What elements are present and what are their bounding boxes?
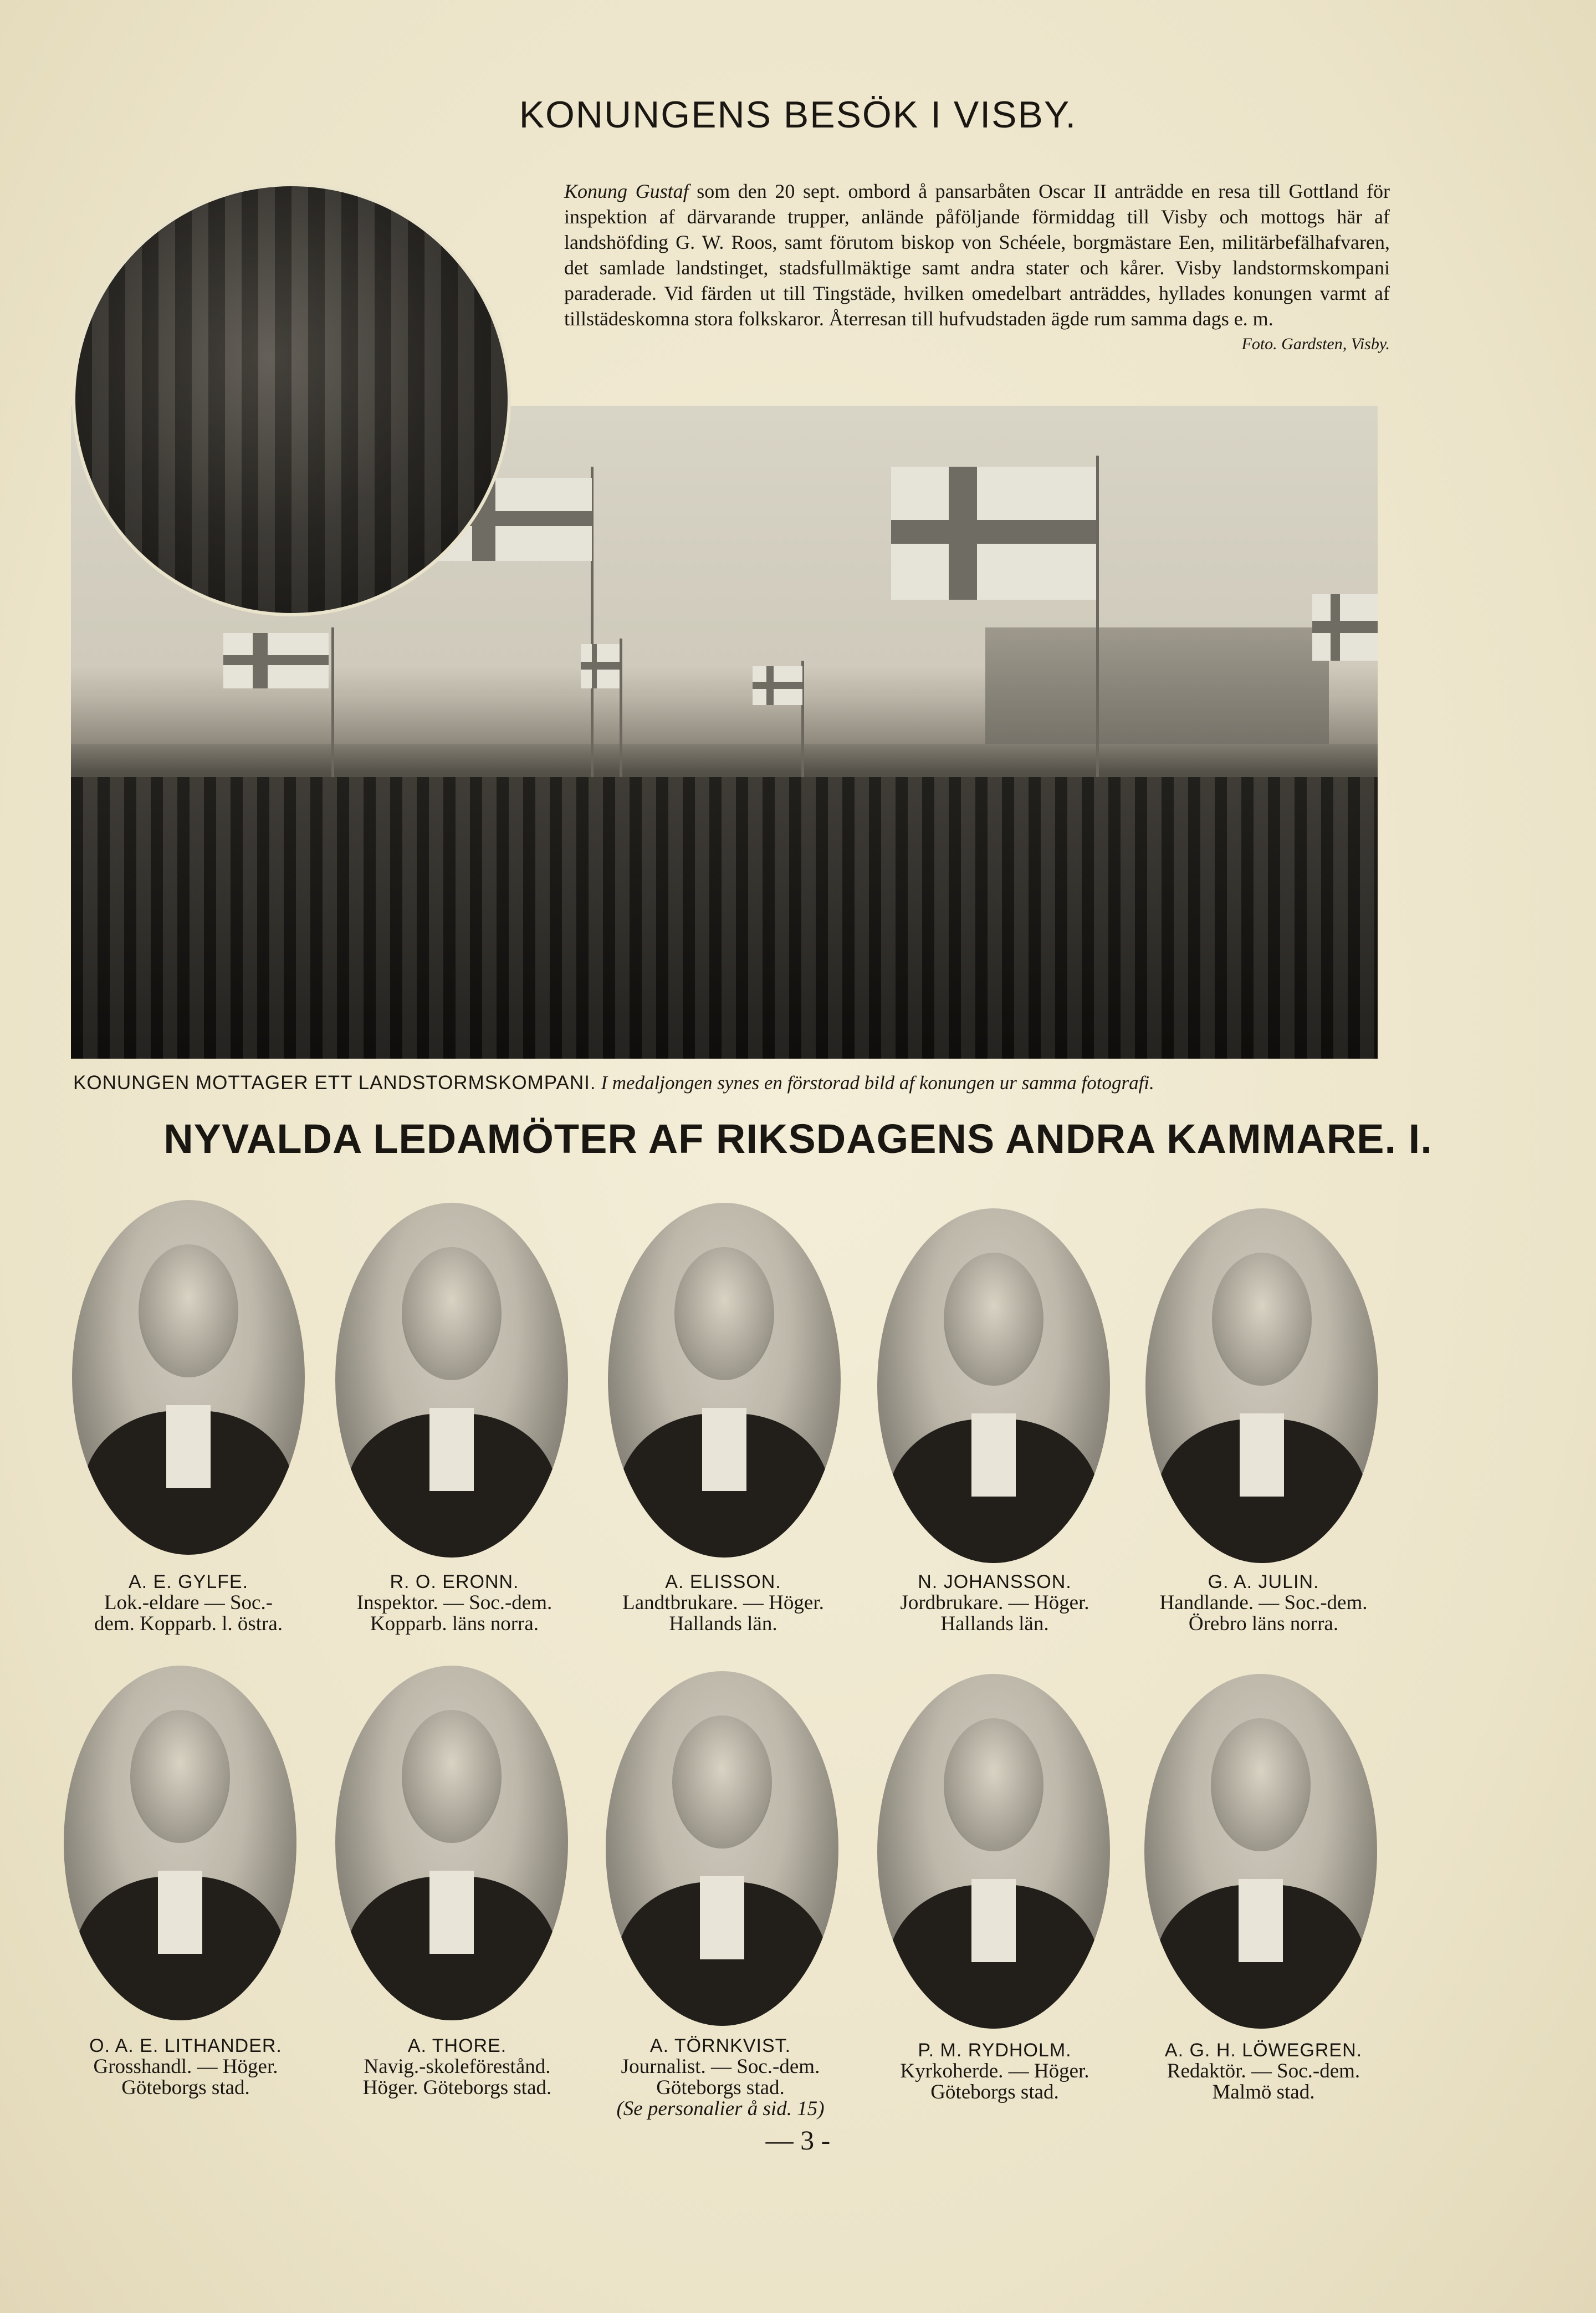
portrait-caption: A. THORE. Navig.-skoleförestånd. Höger. Göteborgs stad.	[362, 2035, 552, 2099]
swedish-flag	[1312, 594, 1378, 661]
swedish-flag	[223, 633, 329, 688]
swedish-flag	[581, 644, 620, 688]
portrait-caption: A. TÖRNKVIST. Journalist. — Soc.-dem. Göteborgs stad. (Se personalier å sid. 15)	[616, 2035, 825, 2120]
portrait-photo	[64, 1666, 296, 2020]
portrait-caption: R. O. ERONN. Inspektor. — Soc.-dem. Kopparb. läns norra.	[356, 1571, 553, 1635]
soldiers-crowd	[71, 777, 1378, 1059]
article-title: KONUNGENS BESÖK I VISBY.	[519, 94, 1077, 136]
portrait-caption: G. A. JULIN. Handlande. — Soc.-dem. Örebro läns norra.	[1159, 1571, 1368, 1635]
portrait-photo	[1145, 1208, 1378, 1563]
portrait-caption: A. ELISSON. Landtbrukare. — Höger. Hallands län.	[622, 1571, 824, 1635]
portrait-caption: O. A. E. LITHANDER. Grosshandl. — Höger. Göteborgs stad.	[89, 2035, 282, 2099]
portrait-photo	[877, 1208, 1110, 1563]
portrait-photo	[1144, 1674, 1377, 2029]
king-medallion-photo	[72, 183, 511, 616]
photo-caption: KONUNGEN MOTTAGER ETT LANDSTORMSKOMPANI. I medaljongen synes en förstorad bild af konungen ur samma fotografi.	[73, 1072, 1154, 1094]
portrait-caption: N. JOHANSSON. Jordbrukare. — Höger. Hallands län.	[900, 1571, 1089, 1635]
portrait-photo	[335, 1666, 568, 2020]
portrait-caption: A. G. H. LÖWEGREN. Redaktör. — Soc.-dem. Malmö stad.	[1164, 2040, 1363, 2103]
portrait-photo	[606, 1671, 838, 2026]
portrait-photo	[72, 1200, 305, 1555]
article-text	[564, 178, 1390, 357]
swedish-flag	[891, 467, 1096, 600]
portrait-photo	[608, 1203, 841, 1558]
portrait-photo	[877, 1674, 1110, 2029]
article-body: som den 20 sept. ombord å pansarbåten Oscar II anträdde en resa till Gottland för inspektion af därvarande trupper, anlände påföljande förmiddag till Visby och mottogs här af landshöfding G. W. Roos, samt förutom biskop von Schéele, borgmästare Een, militärbefälhafvaren, det samlade landstinget, stadsfullmäktige samt andra stater och kårer. Visby landstormskompani paraderade. Vid färden ut till Tingstäde, hvilken omedelbart anträddes, hyllades konungen varmt af tillstädeskomna stora folkskaror. Återresan till hufvudstaden ägde rum samma dags e. m.	[564, 180, 1390, 330]
portrait-caption: A. E. GYLFE. Lok.-eldare — Soc.- dem. Kopparb. l. östra.	[94, 1571, 283, 1635]
page-number: — 3 -	[765, 2125, 831, 2156]
section-heading: NYVALDA LEDAMÖTER AF RIKSDAGENS ANDRA KAMMARE. I.	[163, 1116, 1433, 1162]
portrait-caption: P. M. RYDHOLM. Kyrkoherde. — Höger. Göteborgs stad.	[900, 2040, 1089, 2103]
swedish-flag	[753, 666, 802, 705]
portrait-photo	[335, 1203, 568, 1558]
king-name: Konung Gustaf	[564, 180, 689, 202]
photo-credit: Foto. Gardsten, Visby.	[1241, 335, 1390, 353]
